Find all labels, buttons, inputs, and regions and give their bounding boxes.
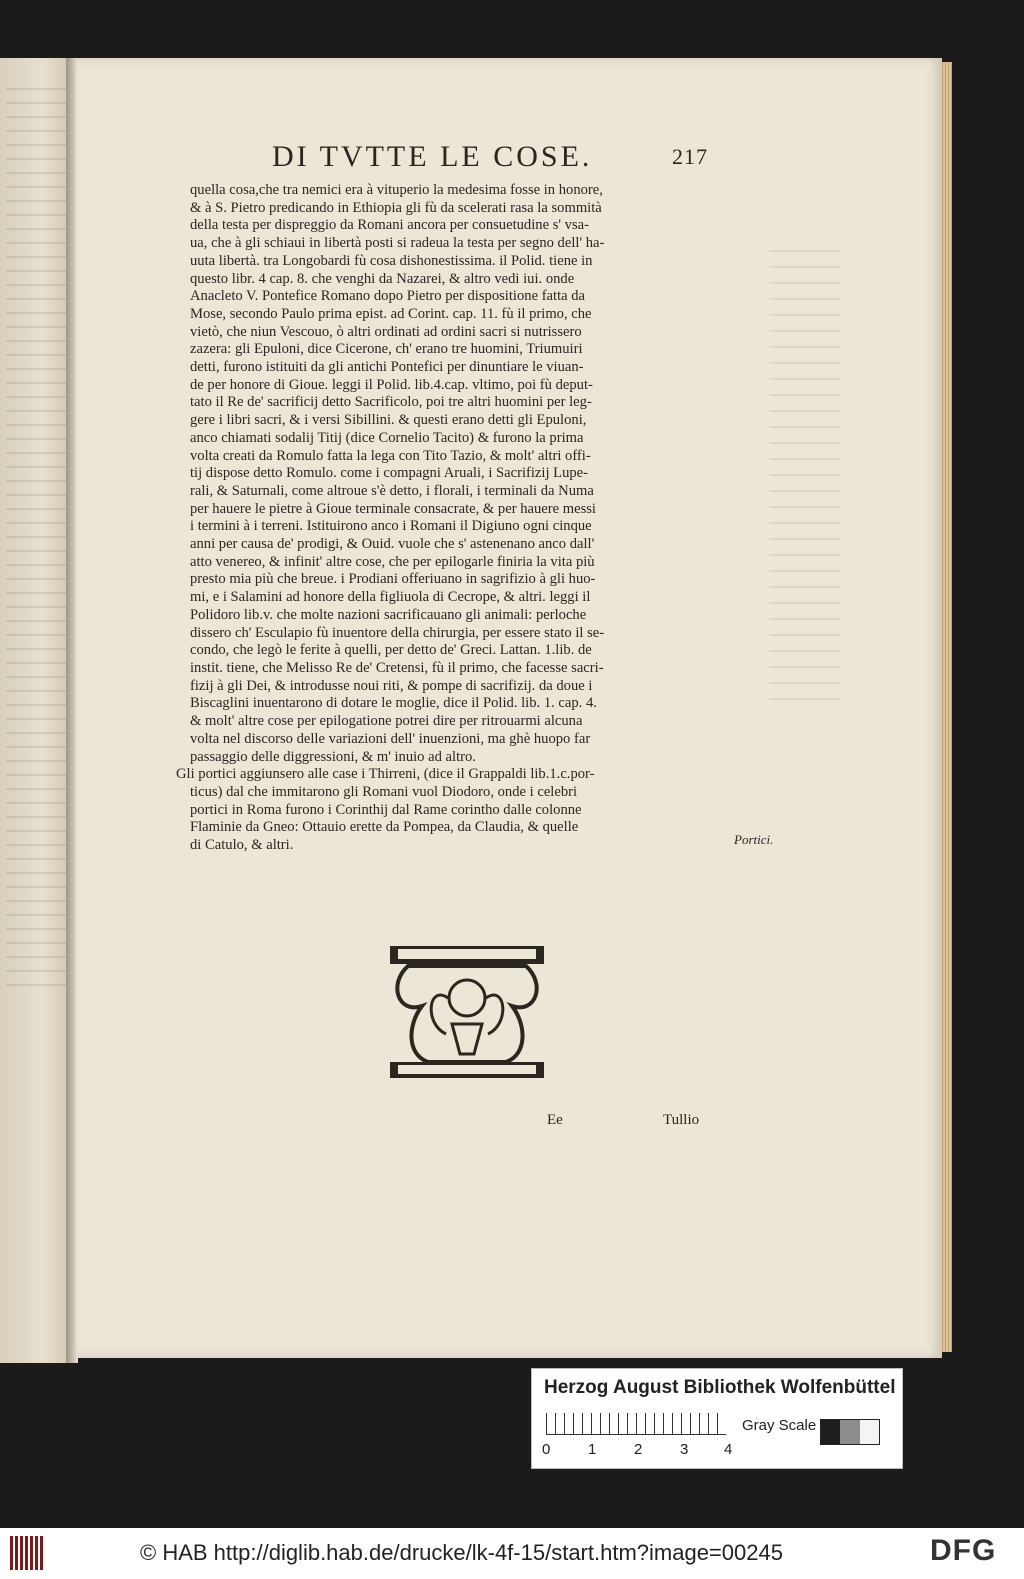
text-line: i termini à i terreni. Istituirono anco i Romani il Digiuno ogni cinque [190, 518, 592, 535]
text-line: ua, che à gli schiaui in libertà posti si radeua la testa per segno dell' ha- [190, 235, 605, 252]
text-line: Anacleto V. Pontefice Romano dopo Pietro per dispositione fatta da [190, 288, 586, 305]
text-line: mi, e i Salamini ad honore della figliuola di Cecrope, & altri. leggi il [190, 589, 591, 606]
text-line: gere i libri sacri, & i versi Sibillini. & questi erano detti gli Epuloni, [190, 412, 587, 429]
gray-scale-patches [820, 1419, 880, 1445]
catchword: Tullio [663, 1112, 700, 1128]
text-line: volta creati da Romulo fatta la lega con Tito Tazio, & molt' altri offi- [190, 447, 591, 464]
text-line: anco chiamati sodalij Titij (dice Cornelio Tacito) & furono la prima [190, 429, 584, 446]
text-line: zazera: gli Epuloni, dice Cicerone, ch' erano tre huomini, Triumuiri [190, 341, 583, 358]
signature-mark: Ee [547, 1112, 563, 1128]
library-color-card [531, 1368, 903, 1469]
scale-number: 2 [634, 1441, 643, 1458]
marginal-note: Portici. [734, 832, 774, 847]
text-line: Polidoro lib.v. che molte nazioni sacrificauano gli animali: perloche [190, 606, 587, 623]
text-line: tij dispose detto Romulo. come i compagni Aruali, i Sacrifizij Lupe- [190, 465, 589, 482]
gray-patch [860, 1420, 879, 1444]
text-line: per hauere le pietre à Gioue terminale consacrate, & per hauere messi [190, 500, 596, 517]
text-line: dissero ch' Esculapio fù inuentore della chirurgia, per essere stato il se- [190, 624, 605, 641]
ruler-scale [546, 1413, 726, 1435]
text-line: passaggio delle diggressioni, & m' inuio ad altro. [190, 748, 476, 765]
text-line: vietò, che niun Vescouo, ò altri ordinati ad ordini sacri si nutrissero [190, 323, 582, 340]
text-line: fizij à gli Dei, & introdusse noui riti, & pompe di sacrifizij. da doue i [190, 677, 593, 694]
page-number: 217 [672, 144, 708, 169]
text-line: Mose, secondo Paulo prima epist. ad Corint. cap. 11. fù il primo, che [190, 305, 592, 322]
text-line: instit. tiene, che Melisso Re de' Cretensi, fù il primo, che facesse sacri- [190, 659, 604, 676]
text-line: & molt' altre cose per epilogatione potrei dire per ritrouarmi alcuna [190, 713, 583, 730]
text-line: questo libr. 4 cap. 8. che venghi da Nazarei, & altro vedi iui. onde [190, 270, 575, 287]
show-through-marginalia [770, 250, 840, 700]
text-line: uuta libertà. tra Longobardi fù cosa dishonestissima. il Polid. tiene in [190, 252, 593, 269]
text-line: quella cosa,che tra nemici era à vituperio la medesima fosse in honore, [190, 182, 603, 198]
copyright-link[interactable]: © HAB http://diglib.hab.de/drucke/lk-4f-15/start.htm?image=00245 [140, 1540, 783, 1565]
facing-page-edge [0, 58, 72, 1363]
text-line: ticus) dal che immitarono gli Romani vuol Diodoro, onde i celebri [190, 783, 578, 800]
hab-logo-icon [10, 1536, 44, 1570]
tailpiece-ornament [388, 944, 546, 1080]
text-line: de per honore di Gioue. leggi il Polid. lib.4.cap. vltimo, poi fù deput- [190, 376, 593, 393]
text-line: & à S. Pietro predicando in Ethiopia gli fù da scelerati rasa la sommità [190, 199, 602, 216]
text-line: tato il Re de' sacrificij detto Sacrificolo, poi tre altri huomini per leg- [190, 394, 592, 411]
text-line: atto venereo, & infinit' altre cose, che per epilogarle finiria la vita più [190, 553, 595, 570]
text-line: presto mia più che breue. i Prodiani offeriuano in sagrifizio à gli huo- [190, 571, 596, 588]
text-line: Biscaglini inuentarono di dotare le moglie, dice il Polid. lib. 1. cap. 4. [190, 695, 597, 712]
text-line: volta nel discorso delle variazioni dell' inuenzioni, ma ghè huopo far [190, 730, 591, 747]
scale-number: 0 [542, 1441, 551, 1458]
text-line: anni per causa de' prodigi, & Ouid. vuole che s' astenenano anco dall' [190, 536, 595, 553]
text-line: portici in Roma furono i Corinthij dal Rame corintho dalle colonne [190, 801, 582, 818]
text-line: della testa per dispreggio da Romani ancora per consuetudine s' vsa- [190, 217, 589, 234]
facing-page-bleed-text [6, 88, 70, 988]
gray-scale-label: Gray Scale [742, 1417, 817, 1434]
text-line: rali, & Saturnali, come altroue s'è detto, i florali, i terminali da Numa [190, 482, 594, 499]
library-name: Herzog August Bibliothek Wolfenbüttel [544, 1377, 896, 1398]
gray-patch [821, 1420, 840, 1444]
page-fore-edge [942, 62, 952, 1352]
text-line: Flaminie da Gneo: Ottauio erette da Pompea, da Claudia, & quelle [190, 819, 579, 836]
scale-number: 4 [724, 1441, 733, 1458]
running-head [272, 140, 732, 174]
viewer-footer [0, 1528, 1024, 1579]
dfg-logo: DFG [930, 1534, 997, 1567]
scale-number: 3 [680, 1441, 689, 1458]
running-head-title: DI TVTTE LE COSE. [272, 140, 593, 173]
text-line: Gli portici aggiunsero alle case i Thirreni, (dice il Grappaldi lib.1.c.por- [176, 766, 595, 783]
text-line: di Catulo, & altri. [190, 837, 294, 854]
scale-number: 1 [588, 1441, 597, 1458]
text-line: condo, che legò le ferite à quelli, per detto de' Greci. Lattan. 1.lib. de [190, 642, 592, 659]
gray-patch [840, 1420, 859, 1444]
body-text [176, 182, 740, 855]
text-line: detti, furono istituiti da gli antichi Pontefici per dinuntiare le viuan- [190, 359, 584, 376]
